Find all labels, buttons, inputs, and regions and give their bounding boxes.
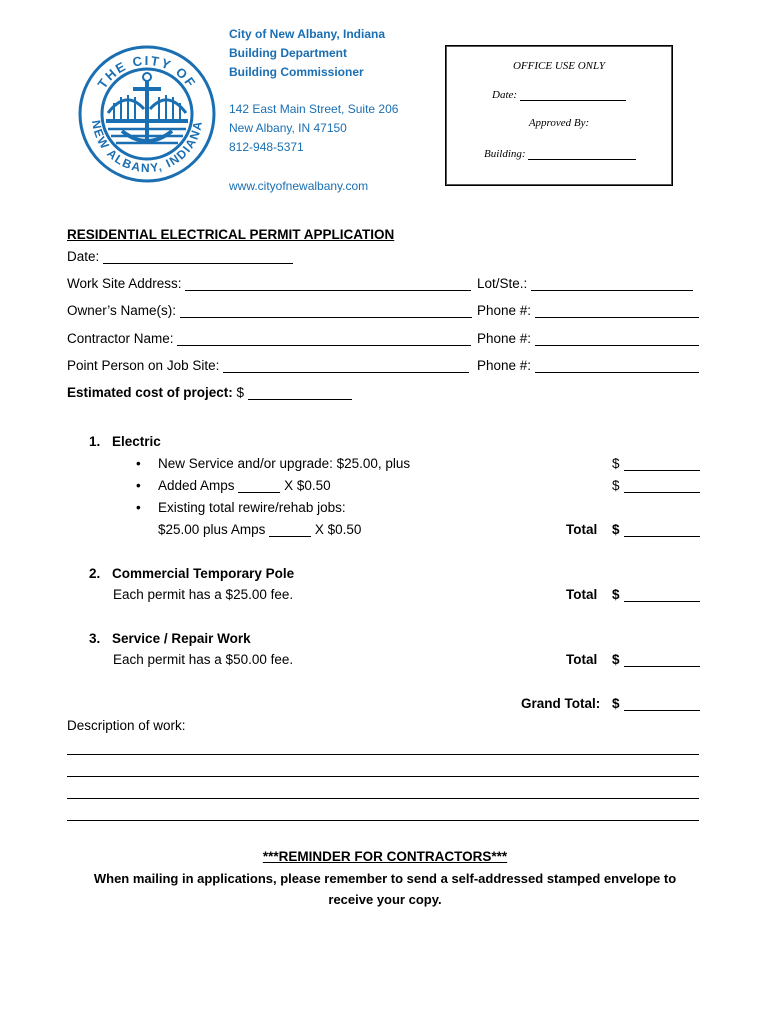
owner-field[interactable]	[180, 303, 472, 318]
date-label: Date:	[67, 249, 100, 264]
owner-phone-label: Phone #:	[477, 303, 532, 318]
header-city-zip: New Albany, IN 47150	[229, 121, 347, 135]
header-block	[229, 25, 439, 196]
header-commissioner: Building Commissioner	[229, 65, 364, 79]
lot-field[interactable]	[531, 276, 693, 291]
electric-item-rewire: Existing total rewire/rehab jobs:	[158, 500, 346, 515]
work-site-label: Work Site Address:	[67, 276, 182, 291]
seal-graphic	[78, 45, 216, 183]
bullet-3: •	[136, 500, 141, 515]
section-2-total-label: Total	[566, 587, 598, 602]
section-1-currency: $	[612, 522, 620, 537]
section-1-number: 1.	[89, 434, 101, 449]
estimated-cost-label: Estimated cost of project:	[67, 385, 233, 400]
office-building-label: Building:	[484, 148, 526, 160]
added-amps-label: Added Amps	[158, 478, 235, 493]
reminder-line-1: When mailing in applications, please remember to send a self-addressed stamped envelope to	[93, 871, 677, 886]
office-use-box	[445, 45, 673, 186]
header-city: City of New Albany, Indiana	[229, 27, 386, 41]
section-3-currency: $	[612, 652, 620, 667]
rewire-amps-label: $25.00 plus Amps	[158, 522, 266, 537]
owner-phone-field[interactable]	[535, 303, 699, 318]
description-line-2[interactable]	[67, 776, 699, 777]
section-3-number: 3.	[89, 631, 101, 646]
section-3-fee: Each permit has a $50.00 fee.	[113, 652, 294, 667]
electric-item-new-service: New Service and/or upgrade: $25.00, plus	[158, 456, 411, 471]
office-approved-label: Approved By:	[528, 117, 590, 129]
header-street: 142 East Main Street, Suite 206	[229, 102, 399, 116]
section-2-currency: $	[612, 587, 620, 602]
grand-total-field[interactable]	[624, 698, 700, 711]
contractor-phone-label: Phone #:	[477, 331, 532, 346]
section-1-title: Electric	[112, 434, 161, 449]
section-3-title: Service / Repair Work	[112, 631, 251, 646]
date-field[interactable]	[103, 249, 293, 264]
header-phone: 812-948-5371	[229, 140, 304, 154]
lot-label: Lot/Ste.:	[477, 276, 528, 291]
point-person-field[interactable]	[223, 358, 469, 373]
contractor-field[interactable]	[177, 331, 471, 346]
form-title: RESIDENTIAL ELECTRICAL PERMIT APPLICATION	[67, 227, 395, 242]
description-line-4[interactable]	[67, 820, 699, 821]
section-3-total-field[interactable]	[624, 654, 700, 667]
reminder-line-2: receive your copy.	[328, 892, 442, 907]
section-3-total-label: Total	[566, 652, 598, 667]
new-service-amount-field[interactable]	[624, 458, 700, 471]
new-service-currency: $	[612, 456, 620, 471]
estimated-cost-currency: $	[236, 385, 245, 400]
added-amps-field[interactable]	[238, 478, 280, 493]
description-label: Description of work:	[67, 718, 186, 733]
header-department: Building Department	[229, 46, 348, 60]
point-person-phone-field[interactable]	[535, 358, 699, 373]
bullet-2: •	[136, 478, 141, 493]
rewire-amps-rate: X $0.50	[314, 522, 362, 537]
work-site-field[interactable]	[185, 276, 471, 291]
added-amps-currency: $	[612, 478, 620, 493]
contractor-phone-field[interactable]	[535, 331, 699, 346]
owner-label: Owner’s Name(s):	[67, 303, 177, 318]
bullet-1: •	[136, 456, 141, 471]
rewire-amps-field[interactable]	[269, 522, 311, 537]
reminder-heading: ***REMINDER FOR CONTRACTORS***	[262, 849, 508, 864]
estimated-cost-field[interactable]	[248, 385, 352, 400]
office-date-label: Date:	[492, 89, 518, 101]
svg-text:NEW ALBANY, INDIANA: NEW ALBANY, INDIANA	[88, 119, 206, 176]
added-amps-rate: X $0.50	[284, 478, 331, 493]
svg-text:THE CITY OF: THE CITY OF	[94, 52, 200, 92]
contractor-label: Contractor Name:	[67, 331, 174, 346]
header-website[interactable]: www.cityofnewalbany.com	[229, 179, 369, 193]
description-line-1[interactable]	[67, 754, 699, 755]
section-1-total-label: Total	[566, 522, 598, 537]
city-seal-logo	[78, 45, 216, 183]
section-2-fee: Each permit has a $25.00 fee.	[113, 587, 294, 602]
added-amps-amount-field[interactable]	[624, 480, 700, 493]
point-person-label: Point Person on Job Site:	[67, 358, 220, 373]
grand-total-currency: $	[612, 696, 620, 711]
office-use-title: OFFICE USE ONLY	[512, 60, 606, 72]
office-date-field[interactable]	[520, 90, 626, 101]
section-2-number: 2.	[89, 566, 101, 581]
description-line-3[interactable]	[67, 798, 699, 799]
office-building-field[interactable]	[528, 149, 636, 160]
section-2-title: Commercial Temporary Pole	[112, 566, 295, 581]
point-person-phone-label: Phone #:	[477, 358, 532, 373]
grand-total-label: Grand Total:	[521, 696, 601, 711]
section-2-total-field[interactable]	[624, 589, 700, 602]
section-1-total-field[interactable]	[624, 524, 700, 537]
